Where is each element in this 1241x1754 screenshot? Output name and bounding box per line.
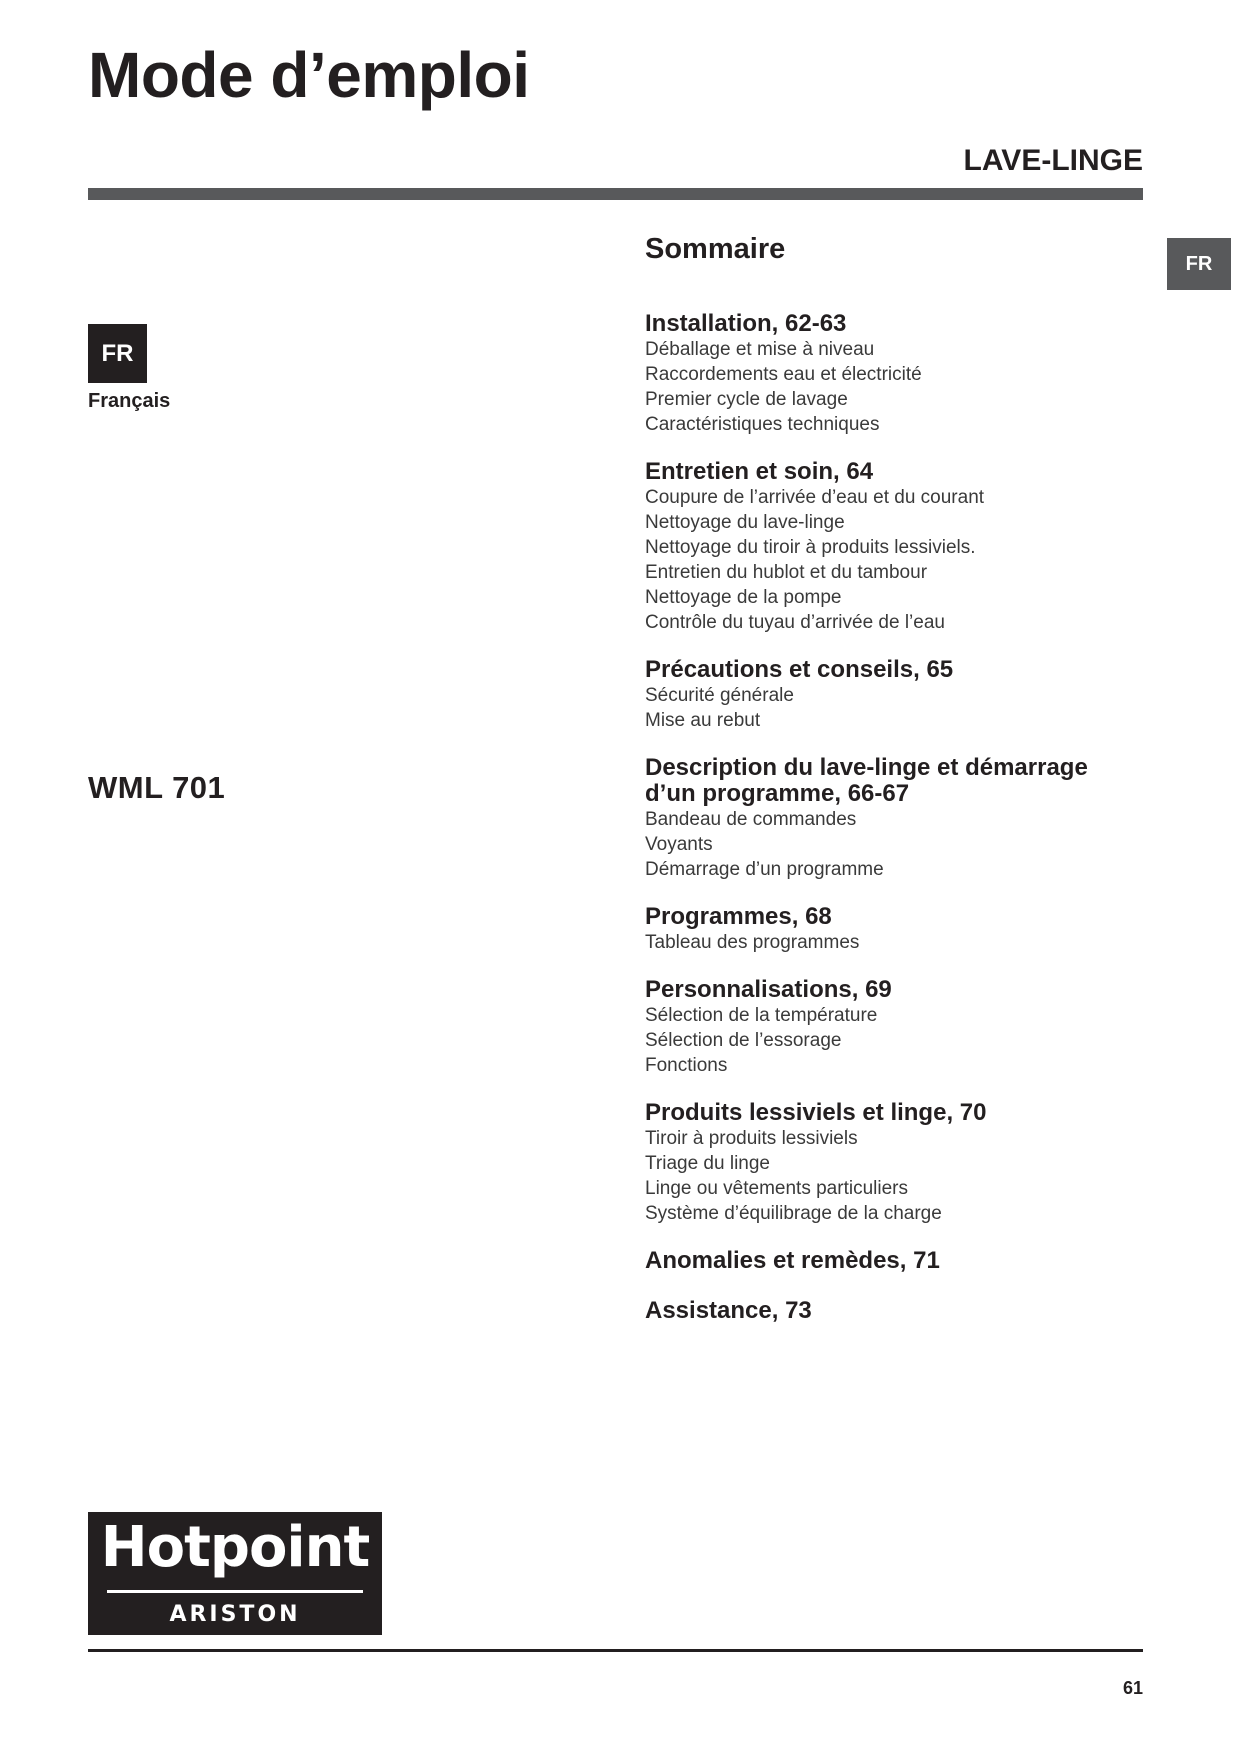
toc-section-title: Assistance, 73 [645, 1296, 812, 1324]
toc-section-title: Programmes, 68 [645, 902, 832, 930]
toc-section-installation [645, 311, 1145, 437]
toc-item-list [645, 807, 1145, 882]
brand-logo-subtitle: ARISTON [169, 1602, 301, 1627]
toc-item: Déballage et mise à niveau [645, 338, 875, 360]
product-type-label: LAVE-LINGE [963, 144, 1143, 177]
toc-item: Premier cycle de lavage [645, 388, 848, 410]
toc-section-title: Personnalisations, 69 [645, 975, 892, 1003]
toc-item: Nettoyage du tiroir à produits lessiviels. [645, 536, 976, 558]
toc-item: Raccordements eau et électricité [645, 363, 922, 385]
brand-logo-name: Hotpoint [100, 1515, 370, 1580]
page-number: 61 [1122, 1678, 1143, 1698]
brand-logo-divider [107, 1590, 363, 1593]
toc-item: Entretien du hublot et du tambour [645, 561, 928, 583]
toc-item-list [645, 337, 1145, 437]
toc-item: Sélection de l’essorage [645, 1029, 842, 1051]
toc-item: Triage du linge [645, 1152, 770, 1174]
toc-item: Sécurité générale [645, 684, 794, 706]
toc-section-title: Produits lessiviels et linge, 70 [645, 1098, 987, 1126]
toc-heading: Sommaire [645, 233, 786, 265]
toc-item: Caractéristiques techniques [645, 413, 880, 435]
toc-item-list [645, 1126, 1145, 1226]
brand-logo [88, 1512, 382, 1635]
language-badge: FR [88, 324, 147, 383]
toc-section-title: Installation, 62-63 [645, 309, 847, 337]
toc-item: Contrôle du tuyau d’arrivée de l’eau [645, 611, 945, 633]
language-side-tab: FR [1167, 238, 1231, 290]
toc-section-assistance [645, 1298, 1145, 1324]
toc-item: Système d’équilibrage de la charge [645, 1202, 942, 1224]
toc-item: Voyants [645, 833, 713, 855]
toc-section-precautions [645, 657, 1145, 733]
language-name: Français [88, 390, 171, 412]
toc-item-list [645, 1003, 1145, 1078]
page-title: Mode d’emploi [88, 39, 530, 111]
model-number: WML 701 [88, 770, 226, 805]
toc-section-programmes [645, 904, 1145, 955]
header-divider [88, 188, 1143, 200]
toc-item: Nettoyage du lave-linge [645, 511, 845, 533]
toc-item: Bandeau de commandes [645, 808, 857, 830]
toc-item: Nettoyage de la pompe [645, 586, 842, 608]
toc-section-title: Entretien et soin, 64 [645, 457, 874, 485]
toc-item-list [645, 683, 1145, 733]
footer-divider [88, 1649, 1143, 1652]
toc-item: Coupure de l’arrivée d’eau et du courant [645, 486, 985, 508]
toc-section-title: Description du lave-linge et démarrage d’un programme, 66-67 [645, 753, 1088, 807]
toc-item-list [645, 485, 1145, 635]
toc-item: Mise au rebut [645, 709, 761, 731]
toc-section-personnalisations [645, 977, 1145, 1078]
toc-section-title: Précautions et conseils, 65 [645, 655, 954, 683]
toc-section-anomalies [645, 1248, 1145, 1274]
toc-item: Tiroir à produits lessiviels [645, 1127, 858, 1149]
toc-item: Sélection de la température [645, 1004, 878, 1026]
toc-section-description [645, 755, 1145, 882]
toc-section-title: Anomalies et remèdes, 71 [645, 1246, 940, 1274]
toc-section-produits [645, 1100, 1145, 1226]
toc-item: Tableau des programmes [645, 931, 860, 953]
toc-item: Linge ou vêtements particuliers [645, 1177, 908, 1199]
toc-item: Fonctions [645, 1054, 728, 1076]
toc-item: Démarrage d’un programme [645, 858, 884, 880]
toc-section-entretien [645, 459, 1145, 635]
table-of-contents [645, 232, 1145, 1348]
toc-item-list [645, 930, 1145, 955]
